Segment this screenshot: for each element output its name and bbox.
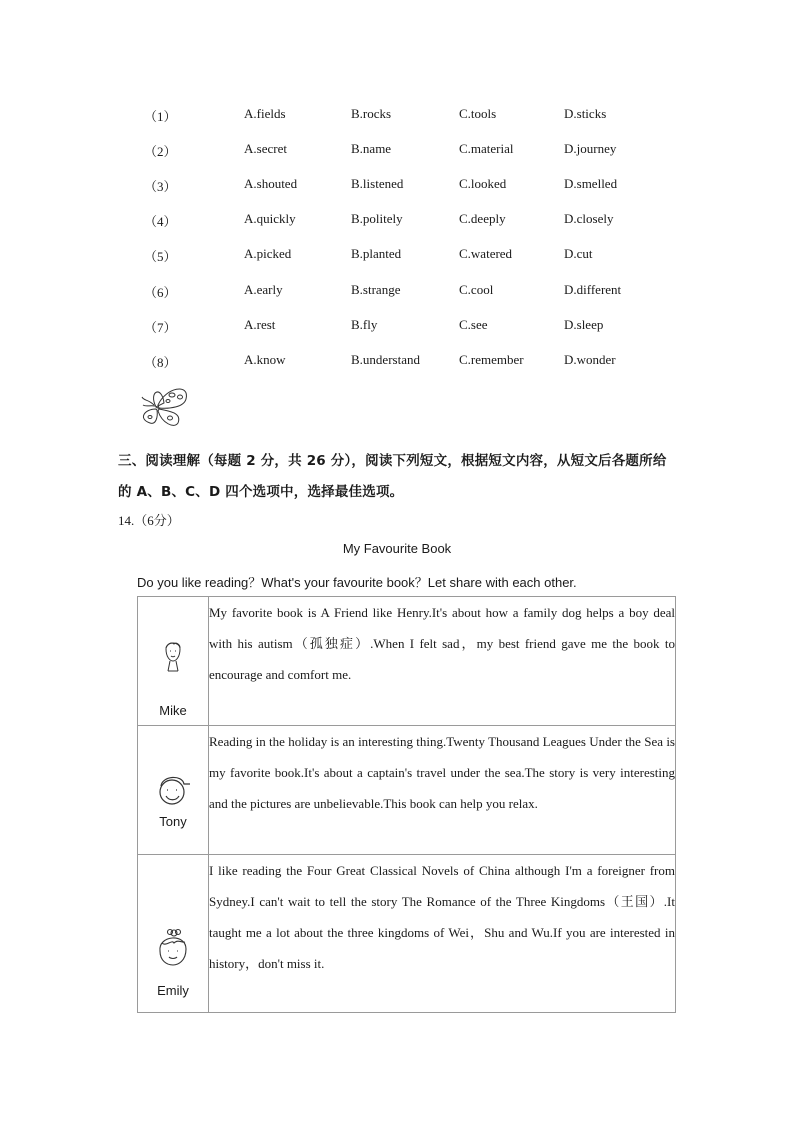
option-b: B.rocks xyxy=(351,106,392,121)
option-b: B.fly xyxy=(351,317,378,332)
person-review: Reading in the holiday is an interesting thing.Twenty Thousand Leagues Under the Sea is my favorite book.It's about a captain's travel under the sea.The story is very interesting and the pictures are unbelievable.This book can help you relax. xyxy=(209,726,676,855)
option-d: D.cut xyxy=(564,246,593,261)
option-number: （3） xyxy=(144,179,177,194)
person-cell xyxy=(138,597,209,726)
option-d: D.sleep xyxy=(564,317,604,332)
option-row-8 xyxy=(0,352,794,374)
option-number: （1） xyxy=(144,109,177,124)
girl-avatar-icon xyxy=(154,925,192,967)
option-b: B.strange xyxy=(351,282,401,297)
option-a: A.shouted xyxy=(244,176,298,191)
option-c: C.watered xyxy=(459,246,513,261)
option-c: C.looked xyxy=(459,176,507,191)
option-d: D.smelled xyxy=(564,176,618,191)
option-b: B.listened xyxy=(351,176,404,191)
section-heading: 三、阅读理解（每题 2 分，共 26 分），阅读下列短文，根据短文内容，从短文后各题所给的 A、B、C、D 四个选项中，选择最佳选项。 xyxy=(118,453,667,500)
option-row-4 xyxy=(0,211,794,233)
option-row-2 xyxy=(0,141,794,163)
boy-cap-avatar-icon xyxy=(154,770,192,810)
option-b: B.understand xyxy=(351,352,420,367)
option-d: D.closely xyxy=(564,211,614,226)
option-d: D.wonder xyxy=(564,352,616,367)
option-a: A.picked xyxy=(244,246,292,261)
option-row-3 xyxy=(0,176,794,198)
option-a: A.quickly xyxy=(244,211,296,226)
option-a: A.secret xyxy=(244,141,287,156)
table-row xyxy=(138,855,676,1013)
person-name: Mike xyxy=(159,703,187,718)
table-row xyxy=(138,597,676,726)
butterfly-icon xyxy=(134,383,192,429)
book-table xyxy=(137,596,676,1013)
option-a: A.fields xyxy=(244,106,286,121)
option-row-7 xyxy=(0,317,794,339)
option-d: D.journey xyxy=(564,141,617,156)
option-number: （6） xyxy=(144,285,177,300)
option-c: C.see xyxy=(459,317,488,332)
option-b: B.politely xyxy=(351,211,403,226)
person-name: Emily xyxy=(157,983,189,998)
option-number: （2） xyxy=(144,144,177,159)
question-number: 14.（6分） xyxy=(118,513,180,528)
option-number: （7） xyxy=(144,320,177,335)
option-c: C.deeply xyxy=(459,211,506,226)
option-a: A.early xyxy=(244,282,283,297)
option-b: B.name xyxy=(351,141,392,156)
person-cell xyxy=(138,855,209,1013)
option-d: D.sticks xyxy=(564,106,607,121)
person-cell xyxy=(138,726,209,855)
option-a: A.know xyxy=(244,352,286,367)
option-row-5 xyxy=(0,246,794,268)
option-b: B.planted xyxy=(351,246,402,261)
option-number: （8） xyxy=(144,355,177,370)
option-number: （5） xyxy=(144,249,177,264)
table-row xyxy=(138,726,676,855)
option-c: C.cool xyxy=(459,282,494,297)
option-a: A.rest xyxy=(244,317,276,332)
person-name: Tony xyxy=(159,814,187,829)
option-number: （4） xyxy=(144,214,177,229)
passage-intro: Do you like reading？What's your favourite book？Let share with each other. xyxy=(137,575,577,590)
option-c: C.tools xyxy=(459,106,497,121)
person-review: My favorite book is A Friend like Henry.It's about how a family dog helps a boy deal with his autism（孤独症）.When I felt sad，my best friend gave me the book to encourage and comfort me. xyxy=(209,597,676,726)
passage-title: My Favourite Book xyxy=(342,541,452,556)
option-row-6 xyxy=(0,282,794,304)
person-review: I like reading the Four Great Classical Novels of China although I'm a foreigner from Sydney.I can't wait to tell the story The Romance of the Three Kingdoms（王国）.It taught me a lot about the three kingdoms of Wei，Shu and Wu.If you are interested in history，don't miss it. xyxy=(209,855,676,1013)
option-row-1 xyxy=(0,106,794,128)
option-d: D.different xyxy=(564,282,622,297)
option-c: C.material xyxy=(459,141,514,156)
boy-avatar-icon xyxy=(158,637,188,681)
option-c: C.remember xyxy=(459,352,524,367)
